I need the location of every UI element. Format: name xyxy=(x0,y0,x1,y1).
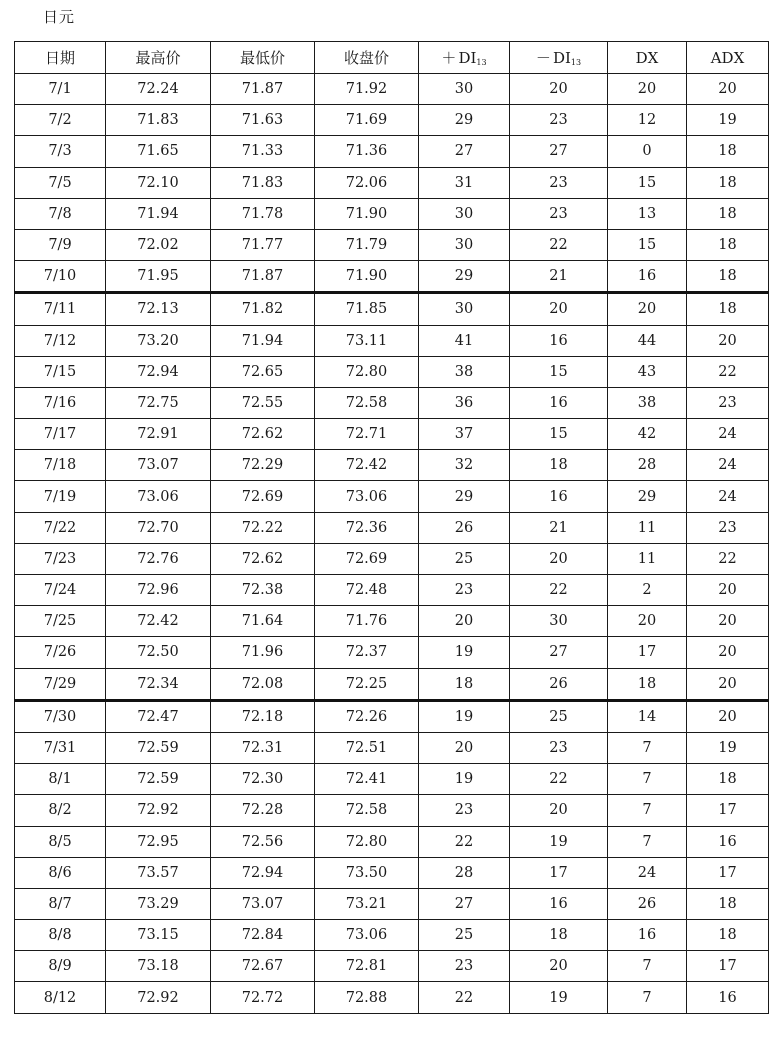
cell-high: 72.70 xyxy=(106,512,211,543)
cell-date: 8/8 xyxy=(15,920,106,951)
cell-adx: 24 xyxy=(687,481,769,512)
cell-dx: 7 xyxy=(608,982,687,1013)
cell-close: 71.36 xyxy=(315,136,419,167)
col-header-plus-di xyxy=(419,42,510,74)
cell-high: 72.75 xyxy=(106,387,211,418)
cell-minus-di: 18 xyxy=(510,920,608,951)
cell-low: 71.64 xyxy=(211,606,315,637)
cell-low: 72.65 xyxy=(211,356,315,387)
cell-minus-di: 16 xyxy=(510,888,608,919)
table-row xyxy=(15,198,769,229)
table-row xyxy=(15,637,769,668)
cell-dx: 14 xyxy=(608,700,687,732)
cell-high: 72.76 xyxy=(106,543,211,574)
cell-low: 71.33 xyxy=(211,136,315,167)
cell-high: 72.95 xyxy=(106,826,211,857)
cell-adx: 17 xyxy=(687,951,769,982)
cell-plus-di: 41 xyxy=(419,325,510,356)
cell-low: 71.94 xyxy=(211,325,315,356)
cell-minus-di: 20 xyxy=(510,543,608,574)
cell-adx: 17 xyxy=(687,857,769,888)
cell-high: 72.59 xyxy=(106,732,211,763)
cell-low: 72.31 xyxy=(211,732,315,763)
cell-dx: 0 xyxy=(608,136,687,167)
cell-date: 7/25 xyxy=(15,606,106,637)
cell-dx: 15 xyxy=(608,167,687,198)
cell-close: 72.51 xyxy=(315,732,419,763)
table-row xyxy=(15,293,769,325)
cell-adx: 18 xyxy=(687,198,769,229)
cell-dx: 20 xyxy=(608,74,687,105)
cell-dx: 17 xyxy=(608,637,687,668)
plus-di-period: 13 xyxy=(476,58,487,67)
cell-close: 72.26 xyxy=(315,700,419,732)
table-row xyxy=(15,668,769,700)
cell-plus-di: 19 xyxy=(419,764,510,795)
cell-adx: 16 xyxy=(687,826,769,857)
cell-dx: 28 xyxy=(608,450,687,481)
cell-date: 7/23 xyxy=(15,543,106,574)
cell-adx: 24 xyxy=(687,450,769,481)
cell-plus-di: 30 xyxy=(419,229,510,260)
cell-close: 72.81 xyxy=(315,951,419,982)
cell-high: 72.92 xyxy=(106,982,211,1013)
table-row xyxy=(15,136,769,167)
cell-close: 73.11 xyxy=(315,325,419,356)
cell-close: 71.90 xyxy=(315,261,419,293)
cell-high: 72.94 xyxy=(106,356,211,387)
cell-dx: 11 xyxy=(608,543,687,574)
cell-date: 8/7 xyxy=(15,888,106,919)
cell-dx: 7 xyxy=(608,826,687,857)
cell-plus-di: 29 xyxy=(419,261,510,293)
cell-low: 72.29 xyxy=(211,450,315,481)
cell-plus-di: 31 xyxy=(419,167,510,198)
cell-adx: 20 xyxy=(687,74,769,105)
cell-low: 73.07 xyxy=(211,888,315,919)
cell-date: 7/9 xyxy=(15,229,106,260)
cell-low: 72.55 xyxy=(211,387,315,418)
cell-plus-di: 30 xyxy=(419,293,510,325)
cell-plus-di: 38 xyxy=(419,356,510,387)
cell-high: 72.34 xyxy=(106,668,211,700)
cell-plus-di: 23 xyxy=(419,951,510,982)
cell-close: 72.80 xyxy=(315,356,419,387)
cell-plus-di: 30 xyxy=(419,198,510,229)
cell-date: 7/19 xyxy=(15,481,106,512)
cell-low: 71.78 xyxy=(211,198,315,229)
cell-close: 72.06 xyxy=(315,167,419,198)
cell-low: 72.22 xyxy=(211,512,315,543)
cell-close: 71.85 xyxy=(315,293,419,325)
cell-plus-di: 20 xyxy=(419,732,510,763)
cell-adx: 23 xyxy=(687,387,769,418)
table-row xyxy=(15,920,769,951)
cell-dx: 13 xyxy=(608,198,687,229)
table-row xyxy=(15,325,769,356)
cell-plus-di: 27 xyxy=(419,888,510,919)
col-header-minus-di xyxy=(510,42,608,74)
cell-dx: 16 xyxy=(608,920,687,951)
cell-minus-di: 22 xyxy=(510,764,608,795)
cell-close: 71.90 xyxy=(315,198,419,229)
cell-plus-di: 30 xyxy=(419,74,510,105)
minus-sign: － xyxy=(535,49,551,67)
table-row xyxy=(15,951,769,982)
table-row xyxy=(15,512,769,543)
cell-date: 7/15 xyxy=(15,356,106,387)
cell-date: 7/30 xyxy=(15,700,106,732)
cell-plus-di: 23 xyxy=(419,575,510,606)
cell-minus-di: 27 xyxy=(510,637,608,668)
cell-close: 72.41 xyxy=(315,764,419,795)
cell-low: 72.18 xyxy=(211,700,315,732)
cell-dx: 7 xyxy=(608,795,687,826)
table-row xyxy=(15,857,769,888)
col-header-adx: ADX xyxy=(687,42,769,74)
cell-minus-di: 20 xyxy=(510,951,608,982)
cell-close: 71.69 xyxy=(315,105,419,136)
cell-close: 72.42 xyxy=(315,450,419,481)
table-row xyxy=(15,356,769,387)
cell-date: 7/22 xyxy=(15,512,106,543)
cell-close: 71.79 xyxy=(315,229,419,260)
cell-plus-di: 27 xyxy=(419,136,510,167)
cell-close: 71.76 xyxy=(315,606,419,637)
cell-adx: 24 xyxy=(687,419,769,450)
cell-dx: 7 xyxy=(608,732,687,763)
cell-close: 72.48 xyxy=(315,575,419,606)
cell-dx: 24 xyxy=(608,857,687,888)
cell-high: 72.92 xyxy=(106,795,211,826)
dmi-data-table xyxy=(14,41,769,1014)
header-row xyxy=(15,42,769,74)
cell-adx: 16 xyxy=(687,982,769,1013)
cell-dx: 44 xyxy=(608,325,687,356)
table-row xyxy=(15,700,769,732)
cell-close: 72.37 xyxy=(315,637,419,668)
table-caption: 日元 xyxy=(43,8,76,26)
cell-plus-di: 18 xyxy=(419,668,510,700)
cell-date: 7/18 xyxy=(15,450,106,481)
cell-adx: 18 xyxy=(687,167,769,198)
cell-low: 72.56 xyxy=(211,826,315,857)
cell-adx: 20 xyxy=(687,325,769,356)
cell-adx: 20 xyxy=(687,575,769,606)
table-row xyxy=(15,481,769,512)
cell-close: 72.58 xyxy=(315,795,419,826)
cell-high: 72.91 xyxy=(106,419,211,450)
cell-dx: 20 xyxy=(608,293,687,325)
cell-date: 7/24 xyxy=(15,575,106,606)
cell-adx: 19 xyxy=(687,732,769,763)
cell-adx: 18 xyxy=(687,136,769,167)
cell-dx: 7 xyxy=(608,764,687,795)
cell-date: 7/29 xyxy=(15,668,106,700)
table-row xyxy=(15,74,769,105)
cell-plus-di: 26 xyxy=(419,512,510,543)
cell-high: 72.13 xyxy=(106,293,211,325)
cell-minus-di: 30 xyxy=(510,606,608,637)
cell-minus-di: 26 xyxy=(510,668,608,700)
cell-date: 7/16 xyxy=(15,387,106,418)
cell-high: 73.06 xyxy=(106,481,211,512)
cell-minus-di: 25 xyxy=(510,700,608,732)
cell-high: 71.83 xyxy=(106,105,211,136)
cell-date: 8/6 xyxy=(15,857,106,888)
table-row xyxy=(15,261,769,293)
cell-adx: 17 xyxy=(687,795,769,826)
cell-adx: 20 xyxy=(687,637,769,668)
cell-plus-di: 28 xyxy=(419,857,510,888)
cell-plus-di: 29 xyxy=(419,481,510,512)
cell-adx: 18 xyxy=(687,764,769,795)
cell-minus-di: 16 xyxy=(510,387,608,418)
cell-date: 8/12 xyxy=(15,982,106,1013)
cell-low: 72.94 xyxy=(211,857,315,888)
cell-adx: 22 xyxy=(687,356,769,387)
table-row xyxy=(15,105,769,136)
cell-close: 73.50 xyxy=(315,857,419,888)
cell-minus-di: 15 xyxy=(510,419,608,450)
cell-dx: 11 xyxy=(608,512,687,543)
cell-minus-di: 20 xyxy=(510,795,608,826)
cell-plus-di: 20 xyxy=(419,606,510,637)
table-row xyxy=(15,764,769,795)
cell-date: 8/2 xyxy=(15,795,106,826)
plus-sign: ＋ xyxy=(441,49,457,67)
cell-high: 72.02 xyxy=(106,229,211,260)
cell-minus-di: 21 xyxy=(510,261,608,293)
cell-minus-di: 22 xyxy=(510,575,608,606)
cell-high: 72.47 xyxy=(106,700,211,732)
cell-adx: 23 xyxy=(687,512,769,543)
cell-date: 7/11 xyxy=(15,293,106,325)
cell-close: 72.88 xyxy=(315,982,419,1013)
cell-date: 8/9 xyxy=(15,951,106,982)
col-header-low: 最低价 xyxy=(211,42,315,74)
cell-low: 72.69 xyxy=(211,481,315,512)
cell-high: 72.59 xyxy=(106,764,211,795)
cell-date: 7/3 xyxy=(15,136,106,167)
cell-plus-di: 29 xyxy=(419,105,510,136)
cell-adx: 18 xyxy=(687,293,769,325)
cell-dx: 7 xyxy=(608,951,687,982)
cell-close: 72.25 xyxy=(315,668,419,700)
cell-minus-di: 19 xyxy=(510,982,608,1013)
cell-date: 7/10 xyxy=(15,261,106,293)
cell-dx: 26 xyxy=(608,888,687,919)
cell-close: 72.80 xyxy=(315,826,419,857)
cell-plus-di: 19 xyxy=(419,700,510,732)
cell-high: 71.65 xyxy=(106,136,211,167)
cell-plus-di: 37 xyxy=(419,419,510,450)
cell-low: 72.62 xyxy=(211,543,315,574)
cell-plus-di: 36 xyxy=(419,387,510,418)
cell-dx: 15 xyxy=(608,229,687,260)
cell-plus-di: 32 xyxy=(419,450,510,481)
table-row xyxy=(15,167,769,198)
table-row xyxy=(15,387,769,418)
table-row xyxy=(15,982,769,1013)
table-row xyxy=(15,229,769,260)
cell-low: 71.77 xyxy=(211,229,315,260)
cell-high: 73.29 xyxy=(106,888,211,919)
cell-dx: 43 xyxy=(608,356,687,387)
col-header-close: 收盘价 xyxy=(315,42,419,74)
cell-date: 7/1 xyxy=(15,74,106,105)
cell-low: 72.38 xyxy=(211,575,315,606)
cell-high: 71.95 xyxy=(106,261,211,293)
cell-close: 72.36 xyxy=(315,512,419,543)
table-row xyxy=(15,732,769,763)
plus-di-label: DI xyxy=(458,49,477,67)
minus-di-label: DI xyxy=(552,49,571,67)
cell-minus-di: 23 xyxy=(510,732,608,763)
cell-low: 71.87 xyxy=(211,74,315,105)
cell-date: 7/31 xyxy=(15,732,106,763)
cell-high: 72.50 xyxy=(106,637,211,668)
cell-high: 73.18 xyxy=(106,951,211,982)
cell-dx: 12 xyxy=(608,105,687,136)
cell-high: 73.20 xyxy=(106,325,211,356)
cell-date: 7/17 xyxy=(15,419,106,450)
cell-dx: 38 xyxy=(608,387,687,418)
cell-minus-di: 23 xyxy=(510,105,608,136)
cell-adx: 18 xyxy=(687,229,769,260)
cell-adx: 18 xyxy=(687,888,769,919)
cell-low: 71.87 xyxy=(211,261,315,293)
cell-high: 73.15 xyxy=(106,920,211,951)
cell-high: 73.57 xyxy=(106,857,211,888)
cell-low: 72.72 xyxy=(211,982,315,1013)
cell-dx: 18 xyxy=(608,668,687,700)
table-row xyxy=(15,826,769,857)
cell-date: 8/1 xyxy=(15,764,106,795)
cell-date: 7/26 xyxy=(15,637,106,668)
cell-adx: 20 xyxy=(687,668,769,700)
cell-dx: 20 xyxy=(608,606,687,637)
cell-close: 72.71 xyxy=(315,419,419,450)
cell-high: 73.07 xyxy=(106,450,211,481)
cell-plus-di: 19 xyxy=(419,637,510,668)
cell-adx: 22 xyxy=(687,543,769,574)
cell-minus-di: 16 xyxy=(510,481,608,512)
cell-minus-di: 17 xyxy=(510,857,608,888)
cell-low: 72.84 xyxy=(211,920,315,951)
table-row xyxy=(15,795,769,826)
cell-plus-di: 25 xyxy=(419,543,510,574)
cell-minus-di: 23 xyxy=(510,198,608,229)
cell-minus-di: 23 xyxy=(510,167,608,198)
cell-date: 8/5 xyxy=(15,826,106,857)
cell-plus-di: 22 xyxy=(419,826,510,857)
cell-plus-di: 22 xyxy=(419,982,510,1013)
table-row xyxy=(15,606,769,637)
cell-low: 71.83 xyxy=(211,167,315,198)
table-row xyxy=(15,450,769,481)
cell-dx: 29 xyxy=(608,481,687,512)
cell-close: 73.21 xyxy=(315,888,419,919)
table-row xyxy=(15,575,769,606)
cell-minus-di: 27 xyxy=(510,136,608,167)
cell-close: 73.06 xyxy=(315,920,419,951)
cell-plus-di: 23 xyxy=(419,795,510,826)
cell-high: 71.94 xyxy=(106,198,211,229)
col-header-dx: DX xyxy=(608,42,687,74)
cell-low: 71.96 xyxy=(211,637,315,668)
col-header-date: 日期 xyxy=(15,42,106,74)
table-row xyxy=(15,419,769,450)
cell-date: 7/2 xyxy=(15,105,106,136)
cell-date: 7/8 xyxy=(15,198,106,229)
cell-adx: 20 xyxy=(687,606,769,637)
cell-adx: 19 xyxy=(687,105,769,136)
cell-high: 72.24 xyxy=(106,74,211,105)
cell-dx: 42 xyxy=(608,419,687,450)
cell-minus-di: 15 xyxy=(510,356,608,387)
cell-low: 72.62 xyxy=(211,419,315,450)
col-header-high: 最高价 xyxy=(106,42,211,74)
cell-plus-di: 25 xyxy=(419,920,510,951)
table-row xyxy=(15,888,769,919)
cell-low: 72.08 xyxy=(211,668,315,700)
cell-dx: 16 xyxy=(608,261,687,293)
cell-adx: 18 xyxy=(687,261,769,293)
cell-high: 72.96 xyxy=(106,575,211,606)
cell-low: 72.28 xyxy=(211,795,315,826)
cell-minus-di: 20 xyxy=(510,293,608,325)
cell-minus-di: 22 xyxy=(510,229,608,260)
cell-date: 7/5 xyxy=(15,167,106,198)
cell-minus-di: 18 xyxy=(510,450,608,481)
cell-close: 71.92 xyxy=(315,74,419,105)
cell-date: 7/12 xyxy=(15,325,106,356)
table-body xyxy=(15,74,769,1014)
cell-adx: 18 xyxy=(687,920,769,951)
cell-close: 73.06 xyxy=(315,481,419,512)
cell-high: 72.42 xyxy=(106,606,211,637)
cell-minus-di: 19 xyxy=(510,826,608,857)
cell-low: 71.63 xyxy=(211,105,315,136)
cell-low: 71.82 xyxy=(211,293,315,325)
cell-adx: 20 xyxy=(687,700,769,732)
cell-close: 72.69 xyxy=(315,543,419,574)
cell-low: 72.30 xyxy=(211,764,315,795)
table-row xyxy=(15,543,769,574)
cell-minus-di: 20 xyxy=(510,74,608,105)
cell-close: 72.58 xyxy=(315,387,419,418)
cell-minus-di: 16 xyxy=(510,325,608,356)
minus-di-period: 13 xyxy=(570,58,582,67)
cell-low: 72.67 xyxy=(211,951,315,982)
cell-minus-di: 21 xyxy=(510,512,608,543)
cell-dx: 2 xyxy=(608,575,687,606)
cell-high: 72.10 xyxy=(106,167,211,198)
